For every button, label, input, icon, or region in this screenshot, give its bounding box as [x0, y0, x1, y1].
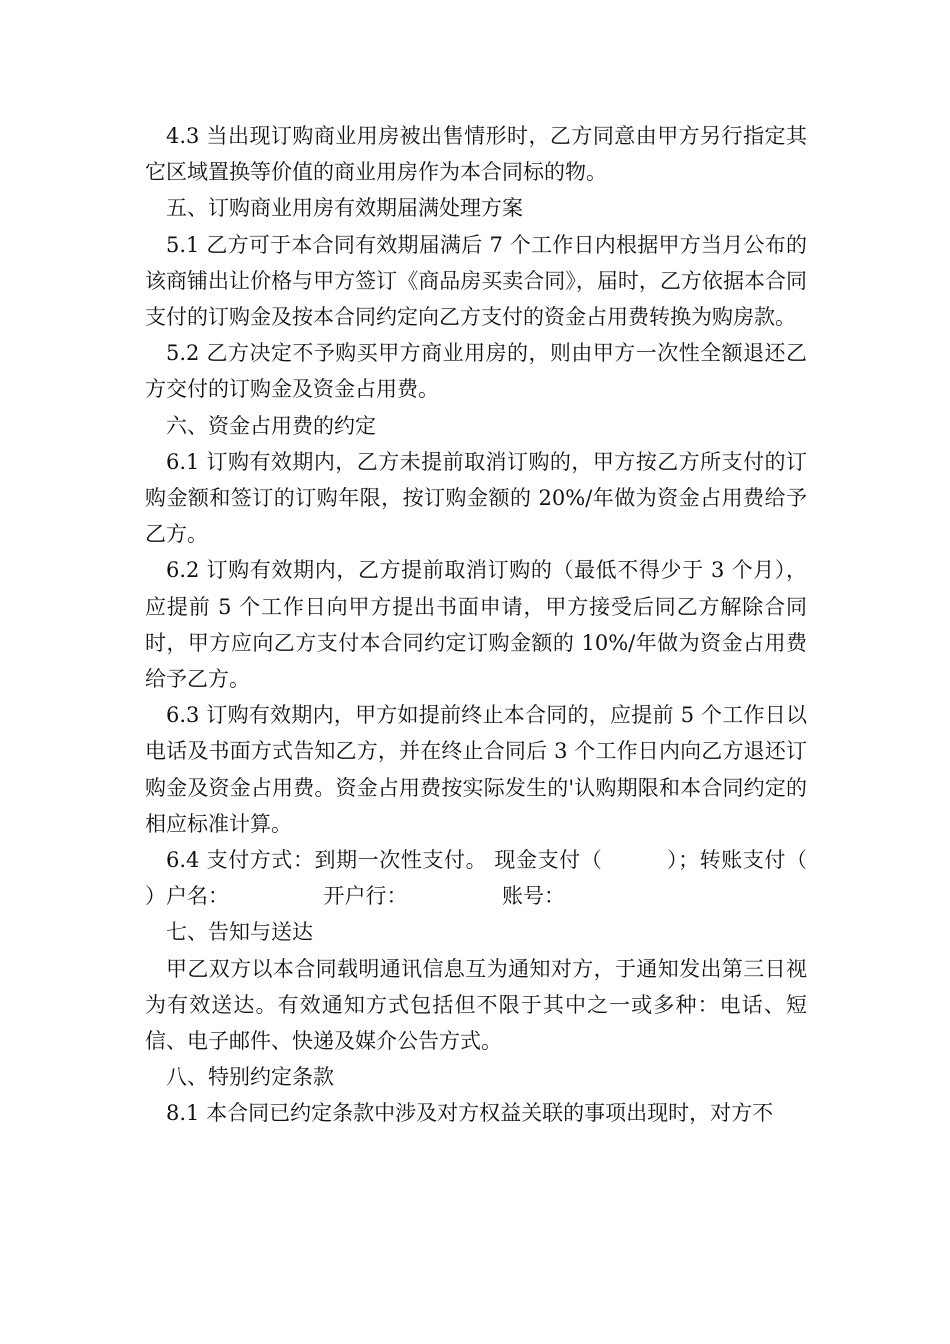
clause-8-1: 8.1 本合同已约定条款中涉及对方权益关联的事项出现时，对方不 — [166, 1101, 774, 1126]
clause-5-1: 5.1 乙方可于本合同有效期届满后 7 个工作日内根据甲方当月公布的该商铺出让价格与甲方签订《商品房买卖合同》，届时，乙方依据本合同支付的订购金及按本合同约定向乙方支付的资金占用费转换为购房款。 — [145, 232, 807, 330]
clause-5-2: 5.2 乙方决定不予购买甲方商业用房的，则由甲方一次性全额退还乙方交付的订购金及资金占用费。 — [145, 341, 807, 402]
clause-4-3: 4.3 当出现订购商业用房被出售情形时，乙方同意由甲方另行指定其它区域置换等价值的商业用房作为本合同标的物。 — [145, 124, 807, 185]
clause-6-4-payment: 6.4 支付方式：到期一次性支付。 现金支付（ ）；转账支付（ ）户名： 开户行： 账号： — [145, 848, 870, 909]
section-heading-8: 八、特别约定条款 — [166, 1065, 334, 1090]
clause-6-3: 6.3 订购有效期内，甲方如提前终止本合同的，应提前 5 个工作日以电话及书面方式告知乙方，并在终止合同后 3 个工作日内向乙方退还订购金及资金占用费。资金占用费按实际发生的'认购期限和本合同约定的相应标准计算。 — [145, 703, 807, 836]
section-heading-5: 五、订购商业用房有效期届满处理方案 — [166, 196, 523, 221]
clause-6-2: 6.2 订购有效期内，乙方提前取消订购的（最低不得少于 3 个月），应提前 5 个工作日向甲方提出书面申请，甲方接受后同乙方解除合同时，甲方应向乙方支付本合同约定订购金额的 10%/年做为资金占用费给予乙方。 — [145, 558, 807, 692]
contract-page — [145, 118, 870, 1132]
clause-7-notice: 甲乙双方以本合同载明通讯信息互为通知对方，于通知发出第三日视为有效送达。有效通知方式包括但不限于其中之一或多种：电话、短信、电子邮件、快递及媒介公告方式。 — [145, 956, 807, 1054]
section-heading-7: 七、告知与送达 — [166, 920, 313, 945]
section-heading-6: 六、资金占用费的约定 — [166, 413, 376, 438]
clause-6-1: 6.1 订购有效期内，乙方未提前取消订购的，甲方按乙方所支付的订购金额和签订的订购年限，按订购金额的 20%/年做为资金占用费给予乙方。 — [145, 449, 807, 547]
